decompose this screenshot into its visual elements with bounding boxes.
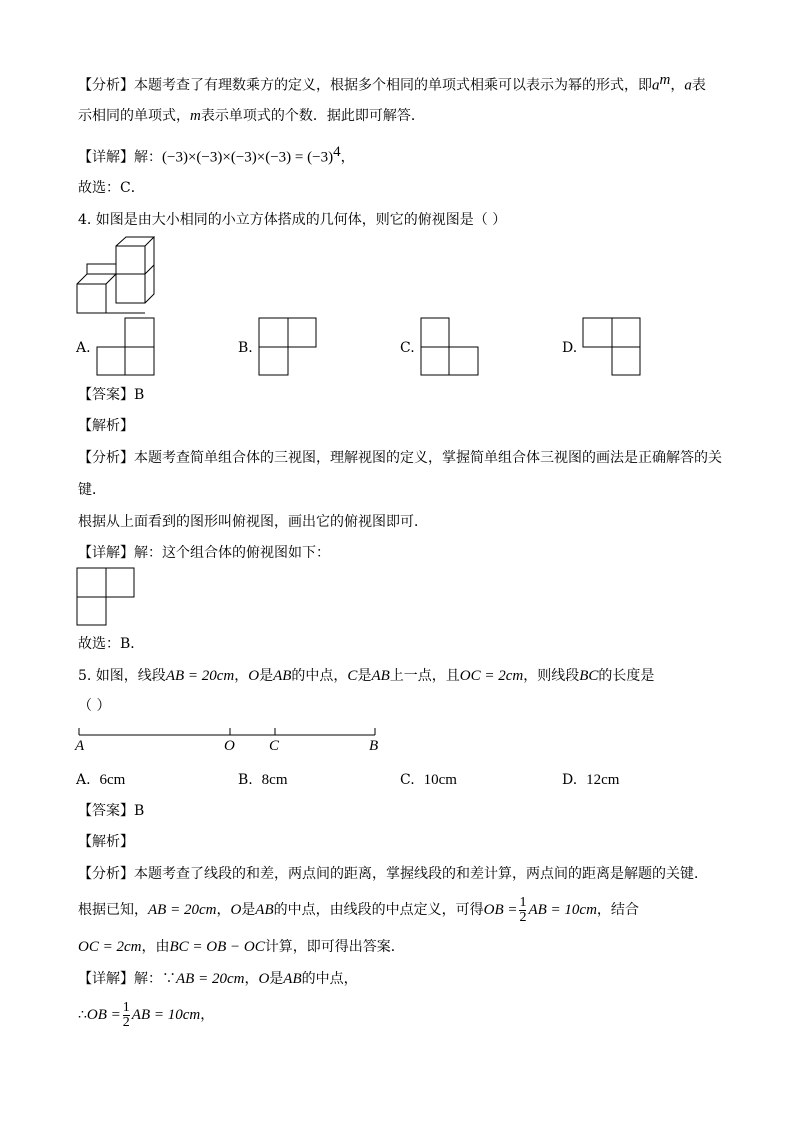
q5-question-line-1: 5. 如图，线段AB = 20cm，O是AB的中点，C是AB上一点，且OC = 2cm，则线段BC的长度是	[78, 668, 655, 684]
q3-detail: 【详解】解：$(-3)\times(-3)\times(-3)\times(-3) = (-3)^4$，	[78, 144, 355, 166]
q4-option-b-figure	[258, 317, 318, 377]
q5-point-o: O	[224, 738, 235, 754]
q4-top-view-figure	[76, 567, 136, 627]
q5-option-b: B. 8cm	[238, 772, 288, 788]
q4-option-b-label: B.	[238, 340, 253, 356]
q5-detail-line-2: ∴OB = $\frac{1}{2}$ AB = 10cm，	[78, 999, 215, 1030]
q5-option-d: D. 12cm	[562, 772, 620, 788]
q4-detail: 【详解】解：这个组合体的俯视图如下：	[78, 545, 330, 561]
q5-option-c: C. 10cm	[400, 772, 457, 788]
q5-point-a: A	[75, 738, 85, 754]
q4-analysis-line-3: 根据从上面看到的图形叫俯视图，画出它的俯视图即可．	[78, 514, 428, 530]
q5-segment-figure	[78, 726, 378, 738]
q4-option-d-label: D.	[562, 340, 578, 356]
q5-solution-label: 【解析】	[78, 834, 134, 850]
q5-analysis-line-3: OC = 2cm，由BC = OB − OC计算，即可得出答案．	[78, 939, 405, 955]
q5-point-c: C	[269, 738, 280, 754]
q4-option-c-figure	[420, 317, 480, 377]
q4-analysis-line-2: 键．	[78, 482, 106, 498]
q3-analysis-line-1: 【分析】本题考查了有理数乘方的定义，根据多个相同的单项式相乘可以表示为幂的形式，即$a^m$，a表	[78, 72, 706, 94]
q4-option-d-figure	[582, 317, 642, 377]
q5-analysis-line-1: 【分析】本题考查了线段的和差，两点间的距离，掌握线段的和差计算，两点间的距离是解题的关键．	[78, 866, 708, 882]
q4-cube-figure	[76, 236, 156, 316]
q5-fraction-half: $\frac{1}{2}$	[519, 894, 527, 925]
q4-solution-label: 【解析】	[78, 418, 134, 434]
q3-choice: 故选：C．	[78, 180, 145, 196]
q4-option-c-label: C.	[400, 340, 415, 356]
q5-answer: 【答案】B	[78, 803, 145, 819]
q5-option-a: A. 6cm	[76, 772, 126, 788]
q5-fraction-half-2: $\frac{1}{2}$	[122, 999, 130, 1030]
q4-option-a-label: A.	[76, 340, 91, 356]
q4-answer: 【答案】B	[78, 387, 145, 403]
q4-analysis-line-1: 【分析】本题考查简单组合体的三视图，理解视图的定义，掌握简单组合体三视图的画法是正确解答的关	[78, 450, 722, 466]
q4-option-a-figure	[96, 317, 156, 377]
q4-question: 4. 如图是由大小相同的小立方体搭成的几何体，则它的俯视图是（ ）	[78, 212, 507, 228]
q4-choice: 故选：B．	[78, 636, 145, 652]
q3-analysis-line-2: 示相同的单项式，m表示单项式的个数．据此即可解答．	[78, 108, 425, 124]
q5-question-paren: （ ）	[78, 698, 111, 714]
q5-detail-line-1: 【详解】解：∵AB = 20cm，O是AB的中点，	[78, 971, 358, 987]
q5-analysis-line-2: 根据已知，AB = 20cm，O是AB的中点，由线段的中点定义，可得OB = $\frac{1}{2}$ AB = 10cm，结合	[78, 894, 639, 925]
q5-point-b: B	[369, 738, 379, 754]
